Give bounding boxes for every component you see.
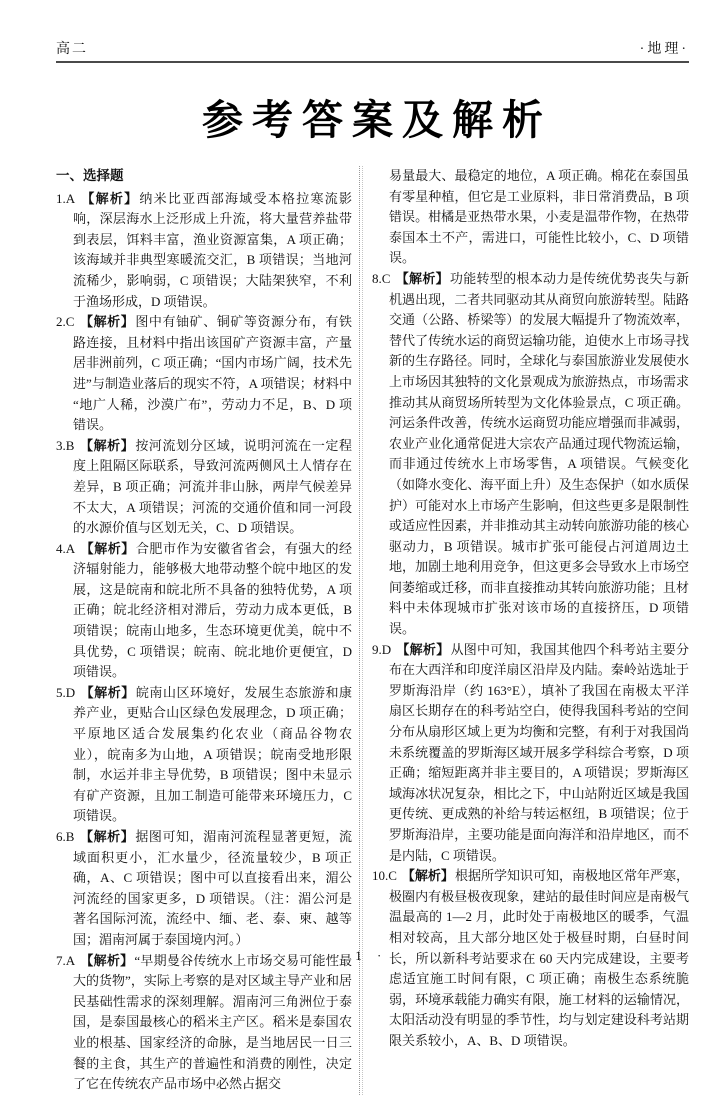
answer-text: 合肥市作为安徽省省会，有强大的经济辐射能力，能够极大地带动整个皖中地区的发展，这是皖南和皖北所不具备的独特优势，A 项正确；皖北经济相对滞后，劳动力成本更低，B 项错误；皖南山地多，生态环境更优美，皖中不具优势，C 项错误；皖南、皖北地价更便宜，D 项错误。: [73, 540, 352, 680]
answer-text: 根据所学知识可知，南极地区常年严寒，极圈内有极昼极夜现象，建站的最佳时间应是南极气温最高的 1—2 月，此时处于南极地区的暖季，气温相对较高，且大部分地区处于极昼时期，白昼时间长，所以新科考站要求在 60 天内完成建设，主要考虑适宜施工时间有限，C 项正确；南极生态系统脆弱，环境承载能力确实有限，施工材料的运输情况，太阳活动没有明显的季节性，均与划定建设科考站期限关系较小，A、B、D 项错误。: [389, 868, 689, 1048]
answer-text: 图中有铀矿、铜矿等资源分布，有铁路连接，且材料中指出该国矿产资源丰富，产量居非洲前列，C 项正确；“国内市场广阔，技术先进”与制造业落后的现实不符，A 项错误；材料中“地广人稀，沙漠广布”，劳动力不足，B、D 项错误。: [73, 314, 352, 433]
answer-text: 皖南山区环境好，发展生态旅游和康养产业，更贴合山区绿色发展理念，D 项正确；平原地区适合发展集约化农业（商品谷物农业），皖南多为山地，A 项错误；皖南受地形限制，水运并非主导优势，B 项错误；图中未显示有矿产资源，且加工制造可能带来环境压力，C 项错误。: [73, 684, 352, 824]
header-subject-label: ·地理·: [639, 42, 689, 57]
analysis-tag: 【解析】: [79, 314, 135, 330]
answer-item-9-d: [372, 640, 689, 867]
analysis-tag: 【解析】: [401, 868, 454, 884]
analysis-tag: 【解析】: [79, 829, 135, 844]
analysis-tag: 【解析】: [396, 641, 450, 657]
answer-item-2-c: [56, 312, 352, 436]
answer-text: 据图可知，湄南河流程显著更短，流域面积更小，汇水量少，径流量较少，B 项正确，A、C 项错误；图中可以直接看出来，湄公河流经的国家更多，D 项错误。（注：湄公河是著名国际河流，流经中、缅、老、泰、柬、越等国；湄南河属于泰国境内河。）: [73, 829, 352, 947]
answer-item-4-a: [56, 539, 352, 683]
answer-text: 功能转型的根本动力是传统优势丧失与新机遇出现，二者共同驱动其从商贸向旅游转型。陆路交通（公路、桥梁等）的发展大幅提升了物流效率，替代了传统水运的商贸运输功能，迫使水上市场寻找新的生存路径。同时，全球化与泰国旅游业发展使水上市场因其独特的文化景观成为旅游热点，市场需求推动其从商贸场所转型为文化体验景点，C 项正确。河运条件改善，传统水运商贸功能应增强而非减弱，农业产业化通常促进大宗农产品通过现代物流运输，而非通过传统水上市场零售，A 项错误。气候变化（如降水变化、海平面上升）及生态保护（如水质保护）可能对水上市场产生影响，但这些更多是限制性或适应性因素，并非推动其主动转向旅游功能的核心驱动力，B 项错误。城市扩张可能侵占河道周边土地，加剧土地利用竞争，但这更多会导致水上市场空间萎缩或迁移，而非直接推动其转向旅游功能；且材料中未体现城市扩张对该市场的直接挤压，D 项错误。: [389, 270, 689, 637]
answer-text: 从图中可知，我国其他四个科考站主要分布在大西洋和印度洋扇区沿岸及内陆。秦岭站选址于罗斯海沿岸（约 163°E），填补了我国在南极太平洋扇区长期存在的科考站空白，使得我国科考站的空间分布从扇形区域上更为均衡和完整，有利于对我国尚未系统覆盖的罗斯海区域开展多学科综合考察，D 项正确；缩短距离并非主要目的，A 项错误；罗斯海区域海冰状况复杂，相比之下，中山站附近区域是我国更传统、更成熟的补给与转运枢纽，B 项错误；位于罗斯海沿岸，主要功能是面向海洋和沿岸地区，而不是内陆，C 项错误。: [389, 641, 689, 863]
analysis-tag: 【解析】: [80, 684, 135, 700]
answer-text: 按河流划分区域，说明河流在一定程度上阻隔区际联系，导致河流两侧风土人情存在差异，B 项正确；河流并非山脉，两岸气候差异不太大，A 项错误；河流的交通价值和同一河段的水源价值与区划无关，C、D 项错误。: [73, 437, 352, 536]
page-title: 参考答案及解析: [202, 96, 552, 144]
header-grade-label: 高二: [56, 42, 88, 57]
answer-item-6-b: [56, 827, 352, 951]
answer-number: 5.D: [56, 684, 76, 700]
analysis-tag: 【解析】: [80, 540, 135, 556]
analysis-tag: 【解析】: [80, 190, 139, 206]
section-heading: 一、选择题: [56, 168, 124, 183]
answer-number: 3.B: [56, 437, 75, 453]
answer-number: 6.B: [56, 829, 75, 844]
answer-number: 4.A: [56, 540, 76, 556]
answer-text: 纳米比亚西部海域受本格拉寒流影响，深层海水上泛形成上升流，将大量营养盐带到表层，饵料丰富，渔业资源富集，A 项正确；该海域并非典型寒暖流交汇，B 项错误；当地河流稀少，影响弱，C 项错误；大陆架狭窄，不利于渔场形成，D 项错误。: [73, 190, 352, 309]
analysis-tag: 【解析】: [80, 952, 134, 968]
answer-text: “早期曼谷传统水上市场交易可能性最大的货物”，实际上考察的是对区域主导产业和居民基础性需求的深刻理解。湄南河三角洲位于泰国，是泰国最核心的稻米主产区。稻米是泰国农业的根基、国家经济的命脉，是当地居民一日三餐的主食，其生产的普遍性和消费的刚性，决定了它在传统农产品市场中必然占据交: [73, 952, 352, 1092]
answer-item-continuation: [372, 166, 689, 269]
page-header: [56, 38, 689, 63]
answer-number: 9.D: [372, 641, 392, 657]
answer-number: 7.A: [56, 952, 76, 968]
answer-item-7-a: [56, 951, 352, 1095]
analysis-tag: 【解析】: [395, 270, 449, 286]
answer-text: 易量最大、最稳定的地位，A 项正确。棉花在泰国虽有零星种植，但它是工业原料，非日常消费品，B 项错误。柑橘是亚热带水果，小麦是温带作物，在热带泰国本土不产，需进口，可能性比较小，C、D 项错误。: [389, 168, 689, 266]
answer-number: 1.A: [56, 190, 76, 206]
answer-number: 8.C: [372, 270, 391, 286]
answer-item-1-a: [56, 189, 352, 313]
answer-item-5-d: [56, 683, 352, 827]
answer-number: 10.C: [372, 868, 397, 884]
answer-item-3-b: [56, 436, 352, 539]
analysis-tag: 【解析】: [79, 437, 135, 453]
answer-number: 2.C: [56, 314, 75, 330]
answer-item-8-c: [372, 269, 689, 640]
page-number: · 1 ·: [335, 948, 388, 963]
